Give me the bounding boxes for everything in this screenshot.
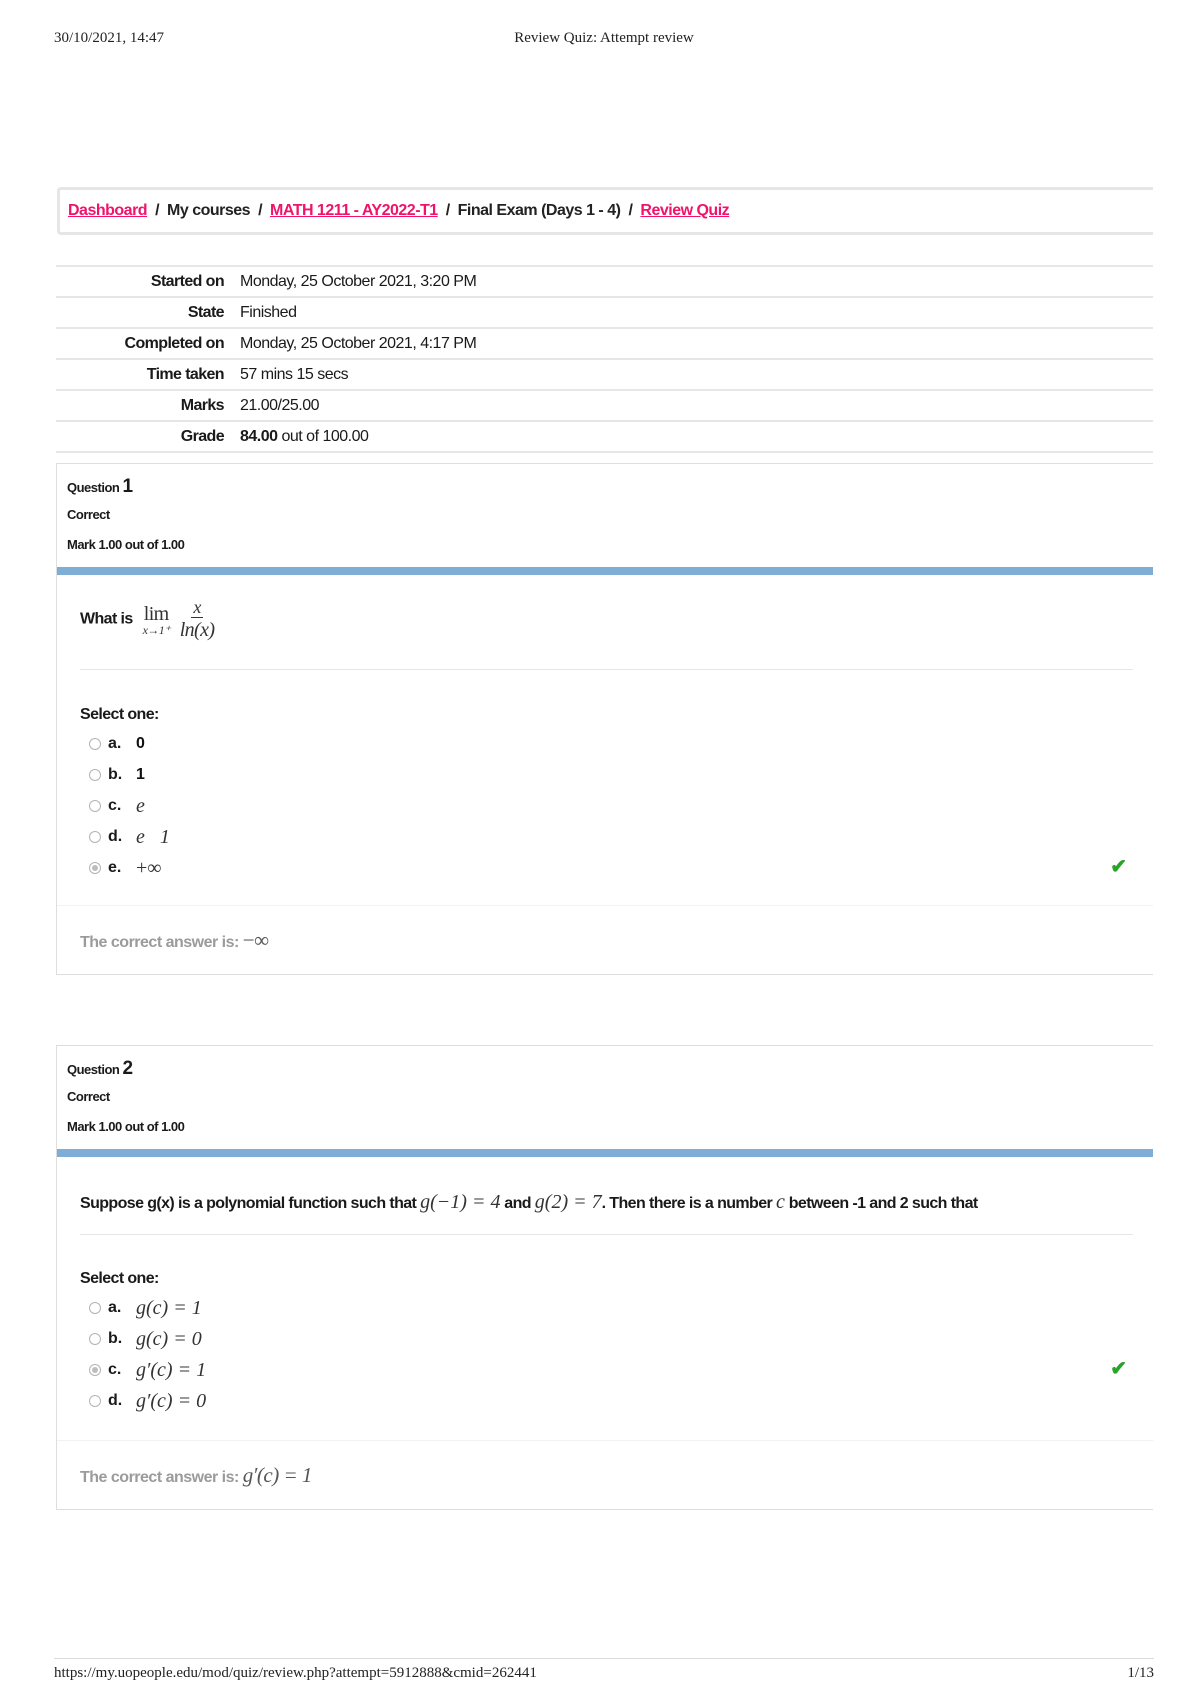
- grade-score: 84.00: [240, 427, 278, 445]
- fraction-numerator: x: [193, 597, 201, 617]
- question-number-value: 1: [122, 476, 133, 497]
- summary-value: Monday, 25 October 2021, 4:17 PM: [240, 334, 477, 352]
- question-text-part: and: [500, 1195, 535, 1212]
- fraction-denominator: ln(x): [179, 619, 215, 641]
- summary-row-time-taken: [56, 359, 1153, 390]
- radio-button[interactable]: [89, 1395, 101, 1407]
- question-number: [67, 1058, 133, 1080]
- option-letter: a.: [108, 735, 122, 752]
- option-value: +∞: [136, 856, 162, 879]
- summary-value: 21.00/25.00: [240, 396, 320, 414]
- question-feedback: [57, 905, 1153, 974]
- breadcrumb-separator: /: [445, 202, 450, 219]
- summary-label: Completed on: [124, 334, 224, 352]
- print-page-number: 1/13: [1127, 1665, 1154, 1681]
- option-value: e: [136, 794, 145, 817]
- question-text-divider: [80, 669, 1133, 670]
- radio-button-selected[interactable]: [89, 862, 101, 874]
- question-1: [56, 463, 1153, 975]
- question-number-value: 2: [122, 1058, 133, 1079]
- summary-label: Grade: [180, 427, 224, 445]
- question-info: [57, 464, 1153, 567]
- question-text-prefix: What is: [80, 610, 133, 628]
- question-math: g(−1) = 4: [420, 1191, 501, 1213]
- limit-fraction: [180, 597, 215, 642]
- option-letter: e.: [108, 859, 122, 876]
- breadcrumb-course-link[interactable]: MATH 1211 - AY2022-T1: [270, 202, 438, 219]
- question-content: [57, 575, 1153, 974]
- option-letter: d.: [108, 828, 123, 845]
- select-one-prompt: Select one:: [80, 1270, 159, 1287]
- radio-button[interactable]: [89, 831, 101, 843]
- answer-option-d[interactable]: [89, 823, 170, 851]
- breadcrumb-separator: /: [628, 202, 633, 219]
- correct-answer-label: The correct answer is:: [80, 934, 239, 951]
- grade-out-of: out of 100.00: [277, 427, 369, 445]
- print-page-title: Review Quiz: Attempt review: [514, 30, 694, 46]
- breadcrumb: [57, 187, 1153, 235]
- question-label: Question: [67, 480, 120, 495]
- question-mark: Mark 1.00 out of 1.00: [67, 537, 185, 552]
- correct-answer-label: The correct answer is:: [80, 1469, 239, 1486]
- question-text-part: between -1 and 2 such that: [784, 1195, 978, 1212]
- correct-answer-text: [80, 1463, 312, 1488]
- question-2: [56, 1045, 1153, 1510]
- question-divider-bar: [57, 567, 1153, 575]
- breadcrumb-separator: /: [155, 202, 160, 219]
- option-letter: a.: [108, 1299, 122, 1316]
- limit-subscript: x→1⁺: [142, 622, 170, 637]
- question-state: Correct: [67, 1089, 110, 1104]
- answer-option-a[interactable]: [89, 730, 145, 758]
- correct-check-icon: ✔: [1110, 856, 1127, 878]
- option-letter: c.: [108, 797, 122, 814]
- option-value: 1: [136, 766, 145, 783]
- breadcrumb-review-quiz-link[interactable]: Review Quiz: [640, 202, 730, 219]
- summary-label: State: [187, 303, 224, 321]
- summary-row-started: [56, 266, 1153, 297]
- summary-value: 57 mins 15 secs: [240, 365, 349, 383]
- radio-button[interactable]: [89, 800, 101, 812]
- question-state: Correct: [67, 507, 110, 522]
- correct-answer-value: g′(c) = 1: [242, 1463, 312, 1487]
- answer-option-a[interactable]: [89, 1294, 202, 1322]
- option-letter: b.: [108, 766, 123, 783]
- question-mark: Mark 1.00 out of 1.00: [67, 1119, 185, 1134]
- question-text: [80, 597, 214, 642]
- question-number: [67, 476, 133, 498]
- correct-check-icon: ✔: [1110, 1358, 1127, 1380]
- correct-answer-value: −∞: [242, 928, 269, 952]
- summary-label: Started on: [150, 272, 224, 290]
- summary-label: Marks: [180, 396, 224, 414]
- answer-option-c[interactable]: [89, 792, 145, 820]
- summary-row-grade: [56, 421, 1153, 452]
- option-letter: c.: [108, 1361, 122, 1378]
- question-label: Question: [67, 1062, 120, 1077]
- option-value: g′(c) = 1: [136, 1358, 207, 1381]
- limit-expression: [143, 604, 170, 636]
- select-one-prompt: Select one:: [80, 706, 159, 723]
- question-content: [57, 1157, 1153, 1509]
- answer-option-b[interactable]: [89, 1325, 202, 1353]
- radio-button-selected[interactable]: [89, 1364, 101, 1376]
- print-footer: [54, 1658, 1154, 1681]
- print-footer-url: https://my.uopeople.edu/mod/quiz/review.php?attempt=5912888&cmid=262441: [54, 1665, 537, 1681]
- print-timestamp: 30/10/2021, 14:47: [54, 30, 165, 46]
- question-text-part: . Then there is a number: [601, 1195, 776, 1212]
- question-text-divider: [80, 1234, 1133, 1235]
- print-header: [54, 30, 1154, 52]
- radio-button[interactable]: [89, 1333, 101, 1345]
- answer-option-b[interactable]: [89, 761, 145, 789]
- option-letter: b.: [108, 1330, 123, 1347]
- breadcrumb-section: Final Exam (Days 1 - 4): [457, 202, 621, 219]
- option-value: 0: [136, 735, 145, 752]
- option-value: g′(c) = 0: [136, 1389, 207, 1412]
- answer-option-e[interactable]: [89, 854, 162, 882]
- question-text: [80, 1191, 978, 1214]
- attempt-summary-table: [56, 265, 1153, 453]
- question-math: c: [776, 1191, 785, 1213]
- answer-option-c[interactable]: [89, 1356, 206, 1384]
- answer-option-d[interactable]: [89, 1387, 206, 1415]
- summary-row-completed: [56, 328, 1153, 359]
- breadcrumb-dashboard-link[interactable]: Dashboard: [68, 202, 148, 219]
- radio-button[interactable]: [89, 769, 101, 781]
- question-math: g(2) = 7: [534, 1191, 602, 1213]
- summary-row-state: [56, 297, 1153, 328]
- summary-value: [240, 421, 1153, 452]
- question-divider-bar: [57, 1149, 1153, 1157]
- question-feedback: [57, 1440, 1153, 1509]
- question-text-part: Suppose g(x) is a polynomial function such that: [80, 1195, 421, 1212]
- summary-value: Finished: [240, 303, 297, 321]
- option-value: g(c) = 1: [136, 1296, 202, 1319]
- breadcrumb-separator: /: [258, 202, 263, 219]
- correct-answer-text: [80, 928, 269, 953]
- summary-value: Monday, 25 October 2021, 3:20 PM: [240, 272, 477, 290]
- question-info: [57, 1046, 1153, 1149]
- option-value: e 1: [136, 825, 170, 848]
- option-value: g(c) = 0: [136, 1327, 202, 1350]
- breadcrumb-my-courses: My courses: [167, 202, 251, 219]
- limit-lim: lim: [143, 602, 169, 625]
- summary-row-marks: [56, 390, 1153, 421]
- radio-button[interactable]: [89, 738, 101, 750]
- summary-label: Time taken: [146, 365, 224, 383]
- radio-button[interactable]: [89, 1302, 101, 1314]
- option-letter: d.: [108, 1392, 123, 1409]
